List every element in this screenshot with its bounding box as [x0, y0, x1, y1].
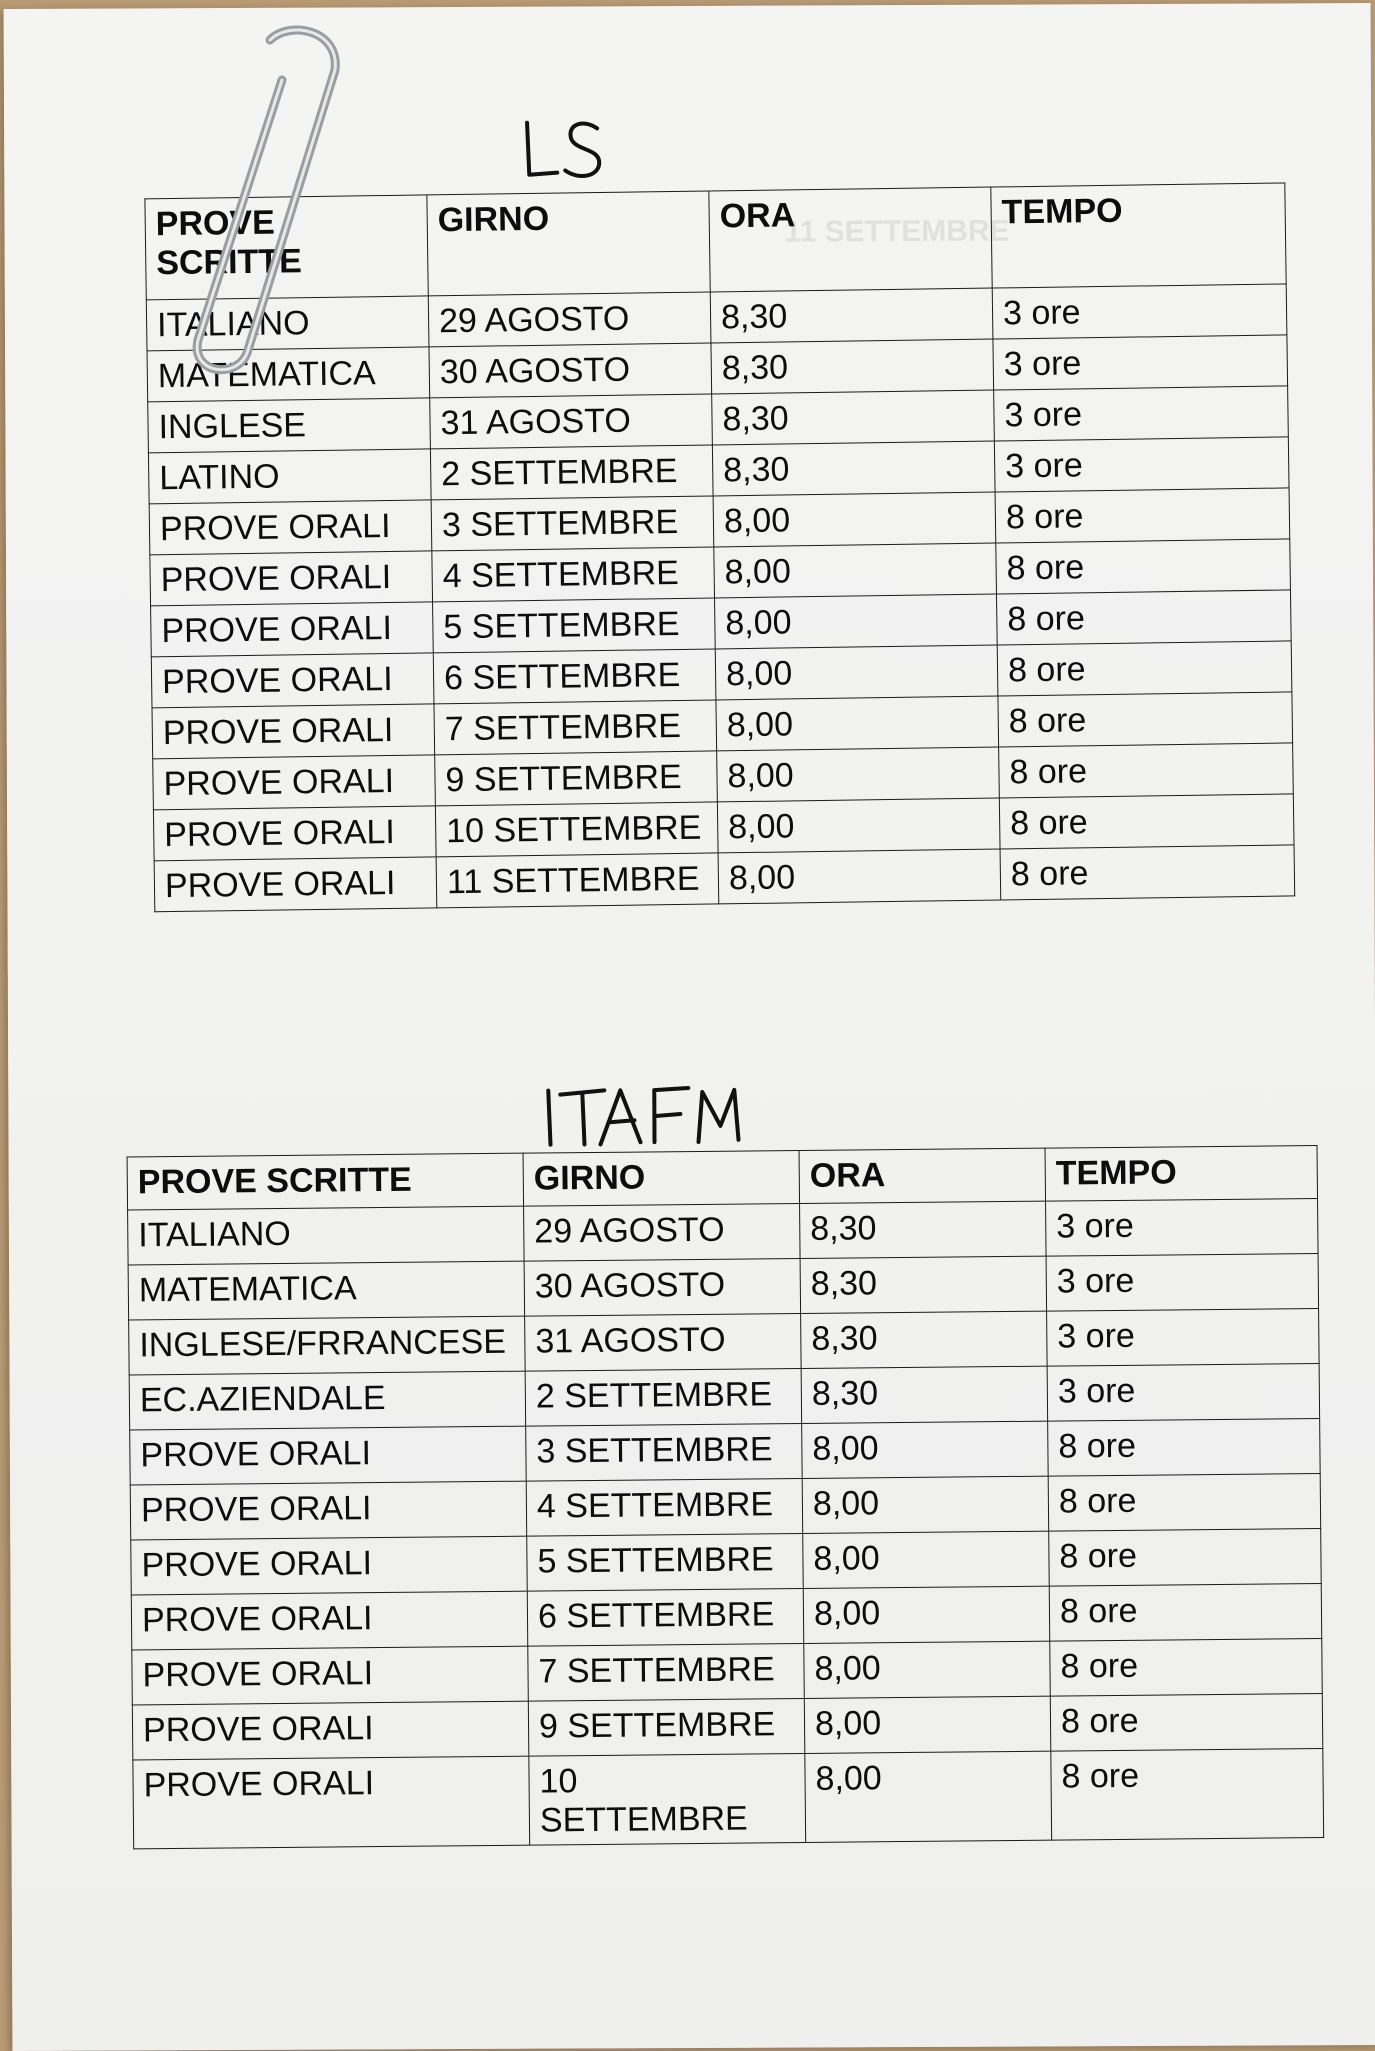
cell-ora: 8,00	[802, 1476, 1049, 1533]
cell-tempo: 8 ore	[1050, 1694, 1323, 1752]
column-header-prove: PROVE SCRITTE	[127, 1153, 523, 1210]
cell-ora: 8,00	[804, 1641, 1051, 1698]
cell-prova: PROVE ORALI	[153, 755, 436, 810]
cell-prova: LATINO	[148, 449, 431, 504]
cell-ora: 8,00	[715, 594, 998, 649]
table-row	[133, 1749, 1324, 1850]
cell-ora: 8,00	[718, 849, 1001, 904]
cell-giorno: 4 SETTEMBRE	[526, 1478, 803, 1536]
cell-prova: PROVE ORALI	[131, 1536, 528, 1595]
cell-prova: PROVE ORALI	[150, 551, 433, 606]
cell-tempo: 3 ore	[992, 284, 1287, 339]
cell-tempo: 8 ore	[996, 539, 1291, 594]
exam-schedule-table-itafm	[127, 1145, 1325, 1850]
cell-giorno: 10 SETTEMBRE	[435, 802, 718, 857]
handwritten-heading-itafm	[538, 1078, 758, 1159]
cell-prova: MATEMATICA	[128, 1261, 525, 1320]
cell-prova: PROVE ORALI	[130, 1481, 527, 1540]
cell-giorno: 3 SETTEMBRE	[431, 496, 714, 551]
cell-ora: 8,00	[802, 1421, 1049, 1478]
cell-giorno: 29 AGOSTO	[428, 292, 711, 347]
cell-giorno: 31 AGOSTO	[525, 1314, 802, 1372]
cell-tempo: 8 ore	[995, 488, 1290, 543]
cell-ora: 8,00	[714, 543, 997, 598]
cell-giorno: 9 SETTEMBRE	[435, 751, 718, 806]
cell-prova: INGLESE	[148, 398, 431, 453]
cell-giorno: 5 SETTEMBRE	[527, 1533, 804, 1591]
cell-giorno: 30 AGOSTO	[429, 343, 712, 398]
cell-giorno: 10 SETTEMBRE	[529, 1753, 806, 1845]
cell-tempo: 3 ore	[1047, 1309, 1320, 1367]
cell-tempo: 8 ore	[999, 794, 1294, 849]
cell-tempo: 8 ore	[1051, 1749, 1324, 1841]
column-header-giorno: GIRNO	[427, 191, 710, 296]
cell-prova: PROVE ORALI	[151, 653, 434, 708]
cell-ora: 8,00	[804, 1696, 1051, 1753]
cell-prova: PROVE ORALI	[151, 602, 434, 657]
cell-giorno: 2 SETTEMBRE	[525, 1369, 802, 1427]
cell-giorno: 6 SETTEMBRE	[527, 1588, 804, 1646]
paperclip-icon	[170, 20, 370, 380]
column-header-prove: PROVE SCRITTE	[145, 195, 428, 300]
cell-tempo: 3 ore	[1046, 1254, 1319, 1312]
cell-ora: 8,30	[710, 288, 993, 343]
handwritten-heading-ls	[519, 114, 609, 184]
cell-ora: 8,30	[711, 339, 994, 394]
cell-ora: 8,30	[801, 1311, 1048, 1368]
cell-ora: 8,00	[805, 1751, 1052, 1843]
column-header-ora: ORA	[709, 187, 992, 292]
cell-giorno: 9 SETTEMBRE	[528, 1698, 805, 1756]
cell-prova: ITALIANO	[146, 296, 429, 351]
cell-tempo: 8 ore	[1000, 845, 1295, 900]
cell-ora: 8,00	[717, 798, 1000, 853]
cell-tempo: 3 ore	[994, 386, 1289, 441]
cell-tempo: 3 ore	[1047, 1364, 1320, 1422]
cell-tempo: 3 ore	[993, 335, 1288, 390]
cell-giorno: 7 SETTEMBRE	[528, 1643, 805, 1701]
cell-giorno: 2 SETTEMBRE	[430, 445, 713, 500]
column-header-tempo: TEMPO	[1045, 1146, 1317, 1202]
cell-tempo: 8 ore	[1048, 1474, 1321, 1532]
cell-ora: 8,00	[716, 696, 999, 751]
cell-ora: 8,00	[715, 645, 998, 700]
cell-ora: 8,30	[800, 1201, 1047, 1258]
cell-ora: 8,00	[717, 747, 1000, 802]
cell-giorno: 7 SETTEMBRE	[434, 700, 717, 755]
cell-prova: PROVE ORALI	[153, 806, 436, 861]
cell-giorno: 29 AGOSTO	[524, 1204, 801, 1262]
cell-prova: PROVE ORALI	[149, 500, 432, 555]
cell-prova: PROVE ORALI	[131, 1591, 528, 1650]
cell-giorno: 4 SETTEMBRE	[432, 547, 715, 602]
cell-prova: PROVE ORALI	[130, 1426, 527, 1485]
bleed-through-text: 11 SETTEMBRE	[784, 214, 1010, 249]
cell-prova: PROVE ORALI	[132, 1701, 529, 1760]
cell-prova: INGLESE/FRRANCESE	[129, 1316, 526, 1375]
cell-tempo: 8 ore	[996, 590, 1291, 645]
cell-ora: 8,00	[803, 1586, 1050, 1643]
cell-tempo: 8 ore	[1048, 1419, 1321, 1477]
cell-prova: PROVE ORALI	[154, 857, 437, 912]
cell-ora: 8,30	[712, 441, 995, 496]
column-header-ora: ORA	[799, 1148, 1045, 1203]
cell-prova: MATEMATICA	[147, 347, 430, 402]
cell-tempo: 8 ore	[997, 641, 1292, 696]
cell-tempo: 8 ore	[1049, 1529, 1322, 1587]
cell-prova: PROVE ORALI	[132, 1646, 529, 1705]
cell-ora: 8,30	[712, 390, 995, 445]
cell-ora: 8,30	[801, 1366, 1048, 1423]
cell-giorno: 31 AGOSTO	[430, 394, 713, 449]
cell-tempo: 8 ore	[999, 743, 1294, 798]
cell-prova: EC.AZIENDALE	[129, 1371, 526, 1430]
column-header-giorno: GIRNO	[523, 1151, 799, 1207]
cell-prova: PROVE ORALI	[133, 1756, 530, 1849]
cell-prova: ITALIANO	[128, 1206, 525, 1265]
cell-giorno: 5 SETTEMBRE	[433, 598, 716, 653]
cell-giorno: 3 SETTEMBRE	[526, 1423, 803, 1481]
cell-tempo: 8 ore	[998, 692, 1293, 747]
cell-tempo: 3 ore	[994, 437, 1289, 492]
column-header-tempo: TEMPO	[991, 183, 1286, 288]
cell-giorno: 6 SETTEMBRE	[433, 649, 716, 704]
cell-prova: PROVE ORALI	[152, 704, 435, 759]
cell-giorno: 11 SETTEMBRE	[436, 853, 719, 908]
cell-ora: 8,00	[713, 492, 996, 547]
cell-tempo: 8 ore	[1050, 1639, 1323, 1697]
cell-ora: 8,30	[800, 1256, 1047, 1313]
cell-ora: 8,00	[803, 1531, 1050, 1588]
cell-tempo: 8 ore	[1049, 1584, 1322, 1642]
cell-tempo: 3 ore	[1046, 1199, 1319, 1257]
cell-giorno: 30 AGOSTO	[524, 1259, 801, 1317]
